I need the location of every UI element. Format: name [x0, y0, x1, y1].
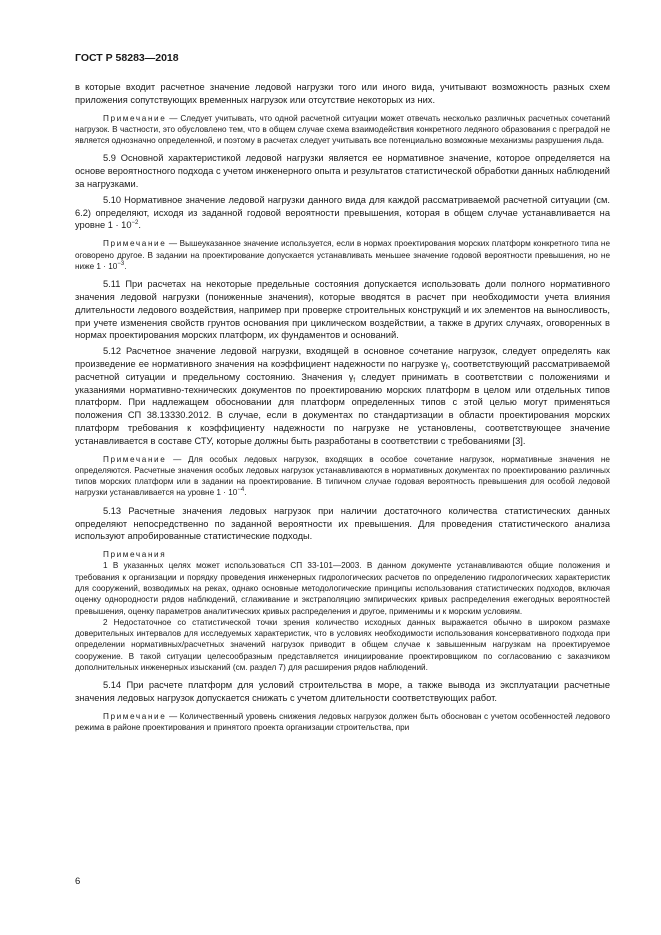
clause-5-12: 5.12 Расчетное значение ледовой нагрузки, входящей в основное сочетание нагрузок, следует определять как произведение ее нормативного значения на коэффициент надежности по нагрузке $\gamma_f$, соответствующий рассматриваемой расчетной ситуации и предельному состоянию. Значения $\gamma_f$ следует принимать в соответствии с положениями и указаниями нормативно-технических документов по проектированию морских платформ в целом или отдельных типов платформ. При надлежащем обосновании для платформ определенных типов с этой целью могут применяться положения СП 38.13330.2012. В случае, если в документах по стандартизации в области проектирования морских платформ требования к коэффициенту надежности по нагрузке не установлены, соответствующее значение устанавливается в составе СТУ, которые должны быть разработаны в соответствии с требованиями [3]. — [75, 346, 610, 446]
clause-5-9: 5.9 Основной характеристикой ледовой нагрузки является ее нормативное значение, которое определяется на основе вероятностного подхода с учетом инженерного опыта и результатов статистической обработки данных наблюдений за нагрузками. — [75, 153, 610, 190]
note-label: Примечание — [103, 454, 167, 464]
clause-5-13: 5.13 Расчетные значения ледовых нагрузок при наличии достаточного количества статистических данных определяют непосредственно по заданной вероятности их превышения. Для проведения статистического анализа используют апробированные статистические подходы. — [75, 505, 610, 542]
note-2: Примечание — Вышеуказанное значение используется, если в нормах проектирования морских платформ конкретного типа не оговорено другое. В задании на проектирование допускается устанавливать меньшее значение годовой вероятности превышения, но не ниже $1 \cdot 10^{-3}$. — [75, 239, 611, 271]
document-page — [75, 52, 610, 740]
intro-paragraph: в которые входит расчетное значение ледовой нагрузки того или иного вида, учитывают возможность разных схем приложения сопутствующих временных нагрузок или отсутствие некоторых из них. — [75, 82, 610, 105]
note-3: Примечание — Для особых ледовых нагрузок, входящих в особое сочетание нагрузок, нормативные значения не определяются. Расчетные значения особых ледовых нагрузок устанавливаются в нормативных документах по проектированию различных типов морских платформ или в задании на проектирование. В типичном случае годовая вероятность превышения для особой ледовой нагрузки устанавливается на уровне $1 \cdot 10^{-4}$. — [75, 454, 610, 498]
clause-5-14: 5.14 При расчете платформ для условий строительства в море, а также вывода из эксплуатации расчетные значения ледовых нагрузок допускается снижать с учетом длительности соответствующих работ. — [75, 680, 610, 704]
note-1-text: Следует учитывать, что одной расчетной ситуации может отвечать несколько различных расчетных сочетаний нагрузок. В частности, это обусловлено тем, что в общем случае схема взаимодействия конкретного ледяного образования с преградой не является однозначно определенной, и поэтому в расчетах следует учитывать все потенциально возможные механизмы разрушения льда. — [75, 113, 610, 146]
notes-item-2: 2 Недостаточное со статистической точки зрения количество исходных данных выражается обычно в широком размахе доверительных интервалов для исследуемых характеристик, что в условиях необходимости использования консервативного подхода при определении нормативных/расчетных значений нагрузок приводит в общем случае к завышенным нагрузкам на проектируемое сооружение. В такой ситуации целесообразным представляется инициирование проектировщиком по согласованию с заказчиком дополнительных инженерных изысканий (см. раздел 7) для расширения рядов наблюдений. — [75, 617, 610, 673]
note-label: Примечание — [103, 113, 167, 123]
note-dash: — — [166, 113, 181, 123]
notes-item-1: 1 В указанных целях может использоваться СП 33-101—2003. В данном документе устанавливаются общие положения и требования к организации и порядку проведения инженерных гидрологических расчетов по определению гидрологических характеристик для сооружений, возводимых на реках, однако основные методологические принципы использования статистических подходов, включая оценку однородности рядов наблюдений, сглаживание и экстраполяцию эмпирических кривых распределения ежегодных вероятностей превышения, оценку параметров аналитических кривых распределения и другое, применимы и к морским условиям. — [75, 561, 610, 616]
note-label: Примечание — [103, 711, 167, 721]
document-header: ГОСТ Р 58283—2018 — [75, 52, 179, 64]
notes-heading: Примечания — [103, 550, 167, 560]
note-1 — [75, 113, 610, 147]
clause-5-11: 5.11 При расчетах на некоторые предельные состояния допускается использовать доли полного нормативного значения ледовой нагрузки (пониженные значения), которые вводятся в расчет при необходимости учета влияния длительности ледового воздействия, например при проверке строительных конструкций и их элементов на выносливость, при учете изменения свойств грунтов основания при циклическом воздействии, а также в других случаях, оговоренных в нормах проектирования морских платформ, их фундаментов и оснований. — [75, 279, 610, 341]
note-4: Примечание — Количественный уровень снижения ледовых нагрузок должен быть обоснован с учетом особенностей ледового режима в районе проектирования и принятого проекта организации строительства, при — [75, 711, 610, 733]
page-number: 6 — [75, 876, 81, 887]
clause-5-10: 5.10 Нормативное значение ледовой нагрузки данного вида для каждой рассматриваемой расчетной ситуации (см. 6.2) определяют, исходя из заданной годовой вероятности превышения, которая в общем случае устанавливается на уровне $1 \cdot 10^{-2}$. — [75, 194, 610, 231]
note-label: Примечание — [103, 239, 167, 249]
